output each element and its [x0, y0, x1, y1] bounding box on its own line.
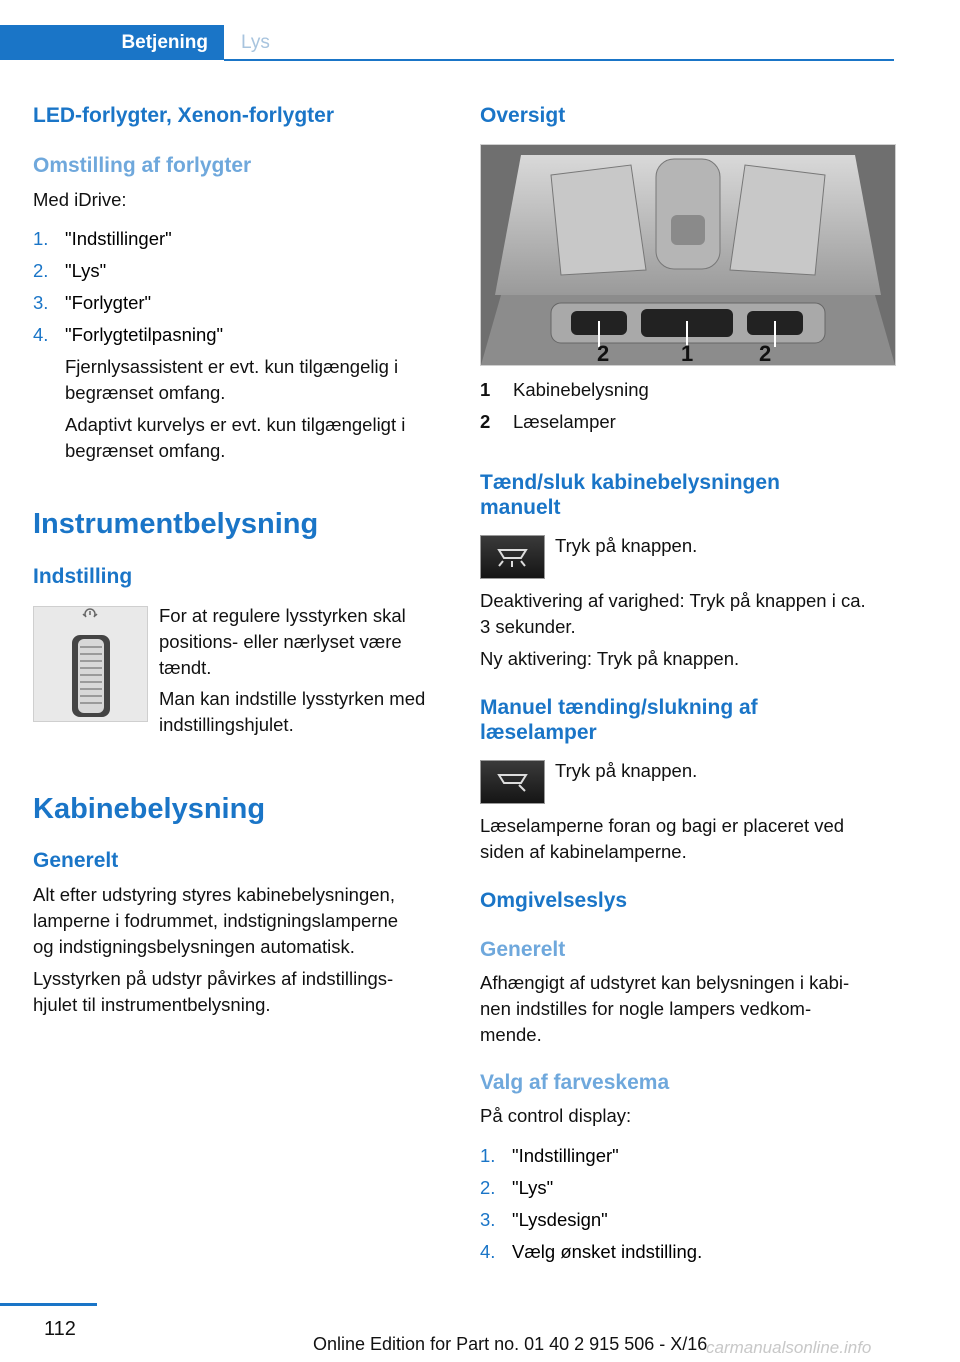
legend-text: Kabinebelysning — [513, 379, 649, 400]
list-text: "Forlygtetilpasning" — [65, 324, 224, 345]
thumbwheel-icon — [34, 607, 147, 721]
note-fjernlys-line2: begrænset omfang. — [65, 382, 226, 403]
note-kurvelys-line2: begrænset omfang. — [65, 440, 226, 461]
heading-taend-sluk-line2: manuelt — [480, 496, 561, 519]
reading-light-button-image — [480, 760, 545, 804]
generelt-line2: lamperne i fodrummet, indstigningslamperne — [33, 910, 399, 931]
heading-instrumentbelysning: Instrumentbelysning — [33, 508, 319, 540]
heading-manuel-line1: Manuel tænding/slukning af — [480, 696, 758, 719]
generelt-line3: og indstigningsbelysningen automatisk. — [33, 936, 355, 957]
chapter-tab-active — [0, 25, 224, 60]
indstilling-line5: indstillingshjulet. — [159, 714, 294, 735]
list-text: "Lys" — [65, 260, 107, 281]
legend-number: 1 — [480, 379, 491, 400]
heading-indstilling: Indstilling — [33, 565, 133, 588]
heading-oversigt: Oversigt — [480, 104, 566, 127]
cabin-light-button-image — [480, 535, 545, 579]
list-number: 4. — [480, 1241, 496, 1262]
tryk-knappen-2: Tryk på knappen. — [555, 760, 698, 781]
indstilling-line1: For at regulere lysstyrken skal — [159, 605, 406, 626]
cabin-light-icon — [481, 536, 544, 578]
heading-generelt: Generelt — [33, 849, 119, 872]
generelt-line5: hjulet til instrumentbelysning. — [33, 994, 271, 1015]
laeselamper-line1: Læselamperne foran og bagi er placeret ved — [480, 815, 845, 836]
heading-omstilling: Omstilling af forlygter — [33, 154, 252, 177]
list-number: 1. — [33, 228, 49, 249]
afhaengigt-line2: nen indstilles for nogle lampers vedkom‐ — [480, 998, 812, 1019]
generelt-line1: Alt efter udstyring styres kabinebelysningen, — [33, 884, 395, 905]
heading-manuel-line2: læselamper — [480, 721, 597, 744]
laeselamper-line2: siden af kabinelamperne. — [480, 841, 687, 862]
chapter-tab-label: Betjening — [121, 32, 208, 53]
tryk-knappen-1: Tryk på knappen. — [555, 535, 698, 556]
page-number: 112 — [44, 1318, 76, 1340]
generelt-line4: Lysstyrken på udstyr påvirkes af indstillings‐ — [33, 968, 394, 989]
list-text: "Indstillinger" — [65, 228, 172, 249]
list-text: "Lys" — [512, 1177, 554, 1198]
heading-kabinebelysning: Kabinebelysning — [33, 793, 266, 825]
heading-led-forlygter: LED-forlygter, Xenon-forlygter — [33, 104, 335, 127]
list-number: 3. — [33, 292, 49, 313]
list-number: 1. — [480, 1145, 496, 1166]
list-text: Vælg ønsket indstilling. — [512, 1241, 703, 1262]
indstilling-line2: positions- eller nærlyset være — [159, 631, 402, 652]
list-number: 4. — [33, 324, 49, 345]
list-number: 3. — [480, 1209, 496, 1230]
list-text: "Lysdesign" — [512, 1209, 608, 1230]
heading-valg-farveskema: Valg af farveskema — [480, 1071, 670, 1094]
afhaengigt-line3: mende. — [480, 1024, 542, 1045]
text-paa-control-display: På control display: — [480, 1105, 632, 1126]
callout-label: 1 — [681, 341, 694, 366]
legend-text: Læselamper — [513, 411, 616, 432]
list-text: "Indstillinger" — [512, 1145, 619, 1166]
watermark-text: carmanualsonline.info — [706, 1338, 872, 1357]
overhead-console-image — [480, 144, 896, 366]
note-fjernlys-line1: Fjernlysassistent er evt. kun tilgængelig i — [65, 356, 399, 377]
list-number: 2. — [480, 1177, 496, 1198]
header-rule — [224, 59, 894, 61]
list-number: 2. — [33, 260, 49, 281]
text-med-idrive: Med iDrive: — [33, 189, 127, 210]
note-kurvelys-line1: Adaptivt kurvelys er evt. kun tilgængeligt i — [65, 414, 406, 435]
deaktivering-line2: 3 sekunder. — [480, 616, 576, 637]
reading-light-icon — [481, 761, 544, 803]
callout-label: 2 — [759, 341, 772, 366]
overhead-console-illustration — [481, 145, 895, 365]
heading-omgivelseslys: Omgivelseslys — [480, 889, 628, 912]
running-header — [0, 0, 894, 62]
edition-text: Online Edition for Part no. 01 40 2 915 506 - X/16 — [313, 1334, 708, 1354]
footer-rule — [0, 1303, 97, 1306]
indstilling-line3: tændt. — [159, 657, 212, 678]
thumbwheel-image — [33, 606, 148, 722]
indstilling-line4: Man kan indstille lysstyrken med — [159, 688, 426, 709]
afhaengigt-line1: Afhængigt af udstyret kan belysningen i kabi‐ — [480, 972, 850, 993]
list-text: "Forlygter" — [65, 292, 152, 313]
heading-generelt-right: Generelt — [480, 938, 566, 961]
callout-label: 2 — [597, 341, 610, 366]
legend-number: 2 — [480, 411, 491, 432]
deaktivering-line1: Deaktivering af varighed: Tryk på knappen i ca. — [480, 590, 866, 611]
section-tab-label: Lys — [241, 32, 270, 53]
ny-aktivering: Ny aktivering: Tryk på knappen. — [480, 648, 740, 669]
heading-taend-sluk-line1: Tænd/sluk kabinebelysningen — [480, 471, 780, 494]
